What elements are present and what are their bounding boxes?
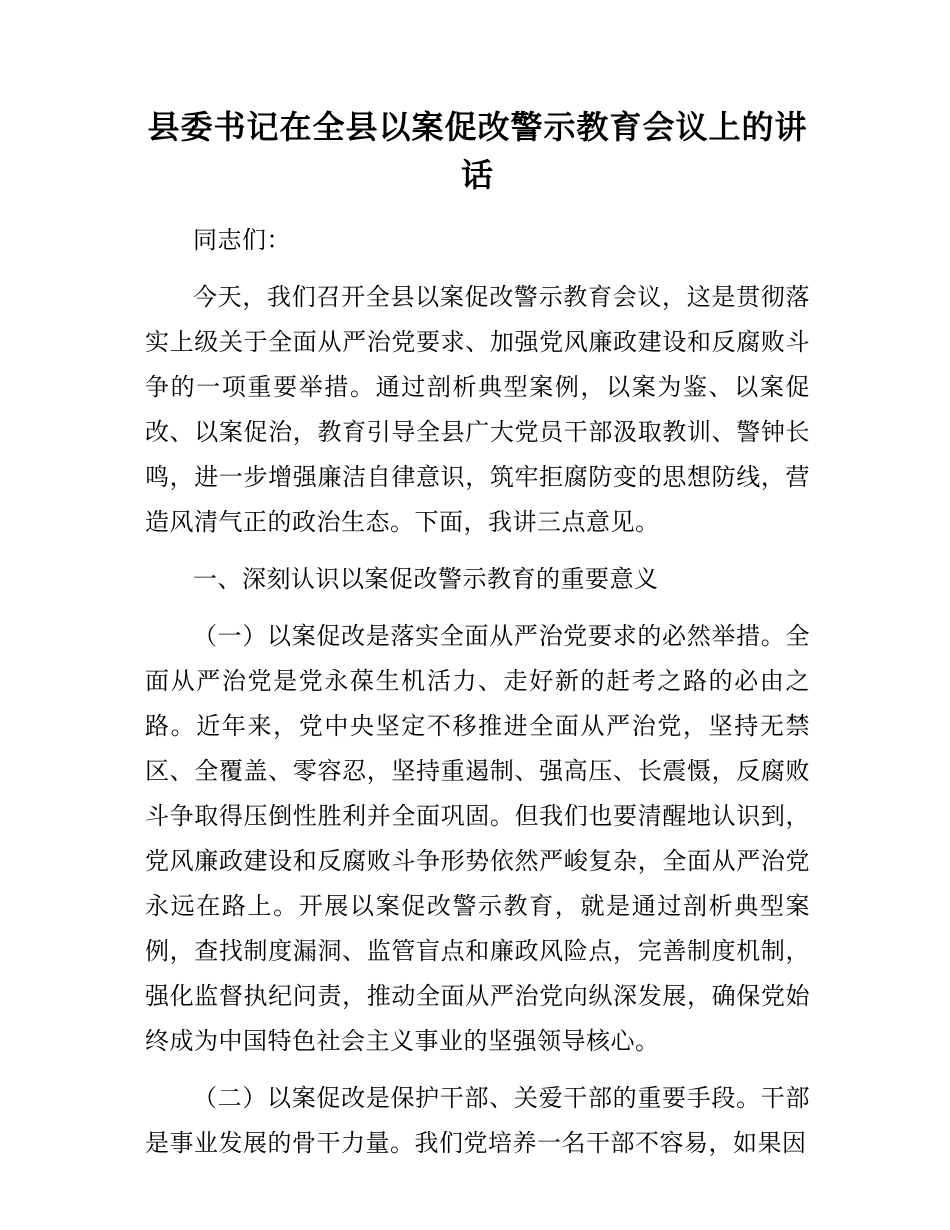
paragraph-salutation: 同志们： [193,228,291,254]
document-title: 县委书记在全县以案促改警示教育会议上的讲话 [147,109,808,193]
paragraph-intro: 今天，我们召开全县以案促改警示教育会议，这是贯彻落实上级关于全面从严治党要求、加强党风廉政建设和反腐败斗争的一项重要举措。通过剖析典型案例，以案为鉴、以案促改、以案促治，教育引导全县广大党员干部汲取教训、警钟长鸣，进一步增强廉洁自律意识，筑牢拒腐防变的思想防线，营造风清气正的政治生态。下面，我讲三点意见。 [145,285,810,536]
paragraph-point-two: （二）以案促改是保护干部、关爱干部的重要手段。干部是事业发展的骨干力量。我们党培养一名干部不容易，如果因 [145,1086,810,1157]
paragraph-point-one: （一）以案促改是落实全面从严治党要求的必然举措。全面从严治党是党永葆生机活力、走好新的赶考之路的必由之路。近年来，党中央坚定不移推进全面从严治党，坚持无禁区、全覆盖、零容忍，坚持重遏制、强高压、长震慑，反腐败斗争取得压倒性胜利并全面巩固。但我们也要清醒地认识到，党风廉政建设和反腐败斗争形势依然严峻复杂，全面从严治党永远在路上。开展以案促改警示教育，就是通过剖析典型案例，查找制度漏洞、监管盲点和廉政风险点，完善制度机制，强化监督执纪问责，推动全面从严治党向纵深发展，确保党始终成为中国特色社会主义事业的坚强领导核心。 [145,624,810,1055]
section-heading-one: 一、深刻认识以案促改警示教育的重要意义 [193,567,659,593]
